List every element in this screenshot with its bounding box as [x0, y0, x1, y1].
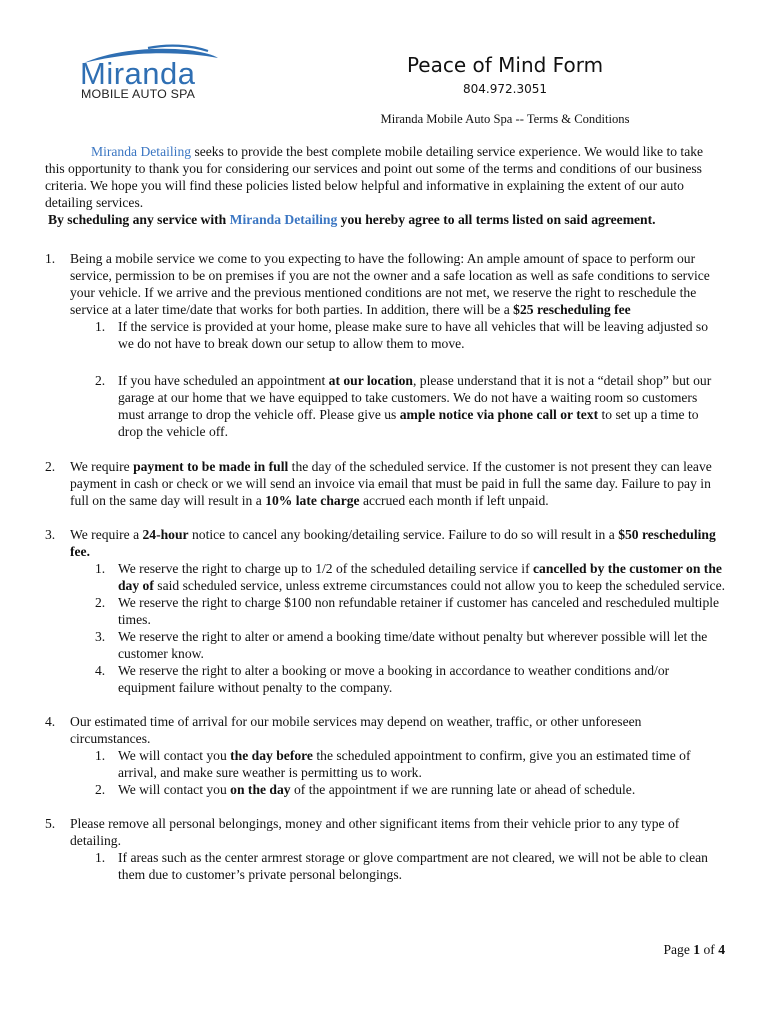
term-bold: $25 rescheduling fee: [513, 302, 631, 317]
subterm-text: If the service is provided at your home, please make sure to have all vehicles that will be leaving adjusted so we do not have to break down our setup to allow them to move.: [118, 319, 709, 351]
subterm-text: We will contact you: [118, 782, 231, 797]
subterm-bold: the day before: [230, 748, 313, 763]
term-text: Being a mobile service we come to you expecting to have the following: An ample amount of space to perform our service, permission to be on premises if you are not the owner and a safe location as well as safe conditions to service your vehicle. If we arrive and the previous mentioned conditions are not met, we reserve the right to reschedule the service at a later time/date that works for both parties. In addition, there will be a: [70, 251, 710, 317]
agreement-text-pre: By scheduling any service with: [48, 212, 230, 227]
term-item: [45, 526, 725, 696]
subterm-bold: on the day: [230, 782, 291, 797]
page-number: [663, 941, 725, 958]
phone-number: 804.972.3051: [463, 82, 547, 96]
page-current: 1: [693, 942, 701, 957]
subterm-number: 1.: [95, 319, 106, 334]
term-text: accrued each month if left unpaid.: [359, 493, 549, 508]
subterm-text: said scheduled service, unless extreme circumstances could not allow you to keep the scheduled service.: [153, 578, 726, 593]
page-total: 4: [718, 942, 725, 957]
term-item: [45, 815, 725, 883]
subterm-item: [70, 747, 725, 781]
brand-name: Miranda Detailing: [91, 144, 192, 159]
subterm-bold: cancelled by the customer on the day of: [118, 561, 722, 593]
form-subtitle: Miranda Mobile Auto Spa -- Terms & Conditions: [380, 112, 630, 126]
subterm-item: [70, 849, 725, 883]
term-item: [45, 458, 725, 509]
subterm-text: We reserve the right to alter or amend a booking time/date without penalty but wherever possible will let the customer know.: [118, 629, 708, 661]
term-text: Please remove all personal belongings, money and other significant items from their vehicle prior to any type of detailing.: [70, 816, 680, 848]
subterm-text: If you have scheduled an appointment: [118, 373, 329, 388]
subterm-number: 2.: [95, 373, 106, 388]
agreement-brand: Miranda Detailing: [229, 212, 338, 227]
term-bold: payment to be made in full: [133, 459, 289, 474]
subterm-text: We reserve the right to charge $100 non refundable retainer if customer has canceled and rescheduled multiple times.: [118, 595, 720, 627]
term-number: 1.: [45, 251, 56, 266]
term-text: notice to cancel any booking/detailing service. Failure to do so will result in a: [188, 527, 619, 542]
term-text: the day of the scheduled service. If the customer is not present they can leave payment in cash or check or we will send an invoice via email that must be paid in full the same day. Failure to pay in full on the same day will result in a: [70, 459, 712, 508]
subterm-text: , please understand that it is not a “detail shop” but our garage at our home that we have equipped to take customers. We do not have a waiting room so customers must arrange to drop the vehicle off. Please give us: [118, 373, 712, 422]
subterm-bold: at our location: [328, 373, 413, 388]
form-title: Peace of Mind Form: [406, 53, 604, 77]
agreement-statement: [48, 211, 725, 228]
term-bold: 10% late charge: [265, 493, 360, 508]
subterm-text: We reserve the right to alter a booking or move a booking in accordance to weather conditions and/or equipment failure without penalty to the company.: [118, 663, 670, 695]
subterm-item: [70, 662, 725, 696]
term-item: [45, 713, 725, 798]
subterm-list: [70, 560, 725, 696]
company-logo: [78, 44, 228, 104]
subterm-number: 3.: [95, 629, 106, 644]
subterm-list: [70, 318, 725, 440]
intro-section: [45, 143, 725, 228]
subterm-item: [70, 781, 725, 798]
agreement-text-post: you hereby agree to all terms listed on said agreement.: [337, 212, 656, 227]
term-bold: $50 rescheduling fee.: [70, 527, 716, 559]
term-item: [45, 250, 725, 440]
subterm-text: to set up a time to drop the vehicle off.: [118, 407, 699, 439]
subterm-bold: ample notice via phone call or text: [399, 407, 599, 422]
subterm-item: [70, 560, 725, 594]
term-text: Our estimated time of arrival for our mobile services may depend on weather, traffic, or other unforeseen circumstances.: [70, 714, 642, 746]
subterm-number: 1.: [95, 748, 106, 763]
subterm-list: [70, 747, 725, 798]
subterm-text: the scheduled appointment to confirm, give you an estimated time of arrival, and make sure weather is permitting us to work.: [118, 748, 691, 780]
logo-wordmark: Miranda: [80, 56, 196, 91]
subterm-list: [70, 849, 725, 883]
term-number: 3.: [45, 527, 56, 542]
subterm-item: [70, 318, 725, 352]
term-bold: 24-hour: [142, 527, 189, 542]
subterm-text: We will contact you: [118, 748, 231, 763]
intro-text: seeks to provide the best complete mobile detailing service experience. We would like to take this opportunity to thank you for considering our services and point out some of the terms and conditions of our business criteria. We hope you will find these policies listed below helpful and informative in explaining the extent of our auto detailing services.: [45, 144, 704, 210]
subterm-item: [70, 594, 725, 628]
intro-paragraph: [45, 143, 725, 211]
subterm-text: of the appointment if we are running late or ahead of schedule.: [290, 782, 636, 797]
term-text: We require a: [70, 527, 143, 542]
subterm-number: 1.: [95, 850, 106, 865]
subterm-item: [70, 628, 725, 662]
subterm-item: [70, 372, 725, 440]
subterm-number: 2.: [95, 595, 106, 610]
page-of: of: [700, 942, 719, 957]
page-label: Page: [663, 942, 694, 957]
subterm-text: We reserve the right to charge up to 1/2 of the scheduled detailing service if: [118, 561, 534, 576]
term-number: 4.: [45, 714, 56, 729]
subterm-text: If areas such as the center armrest storage or glove compartment are not cleared, we will not be able to clean them due to customer’s private personal belongings.: [118, 850, 708, 882]
subterm-number: 2.: [95, 782, 106, 797]
term-text: We require: [70, 459, 134, 474]
subterm-number: 4.: [95, 663, 106, 678]
term-number: 5.: [45, 816, 56, 831]
terms-list: [45, 250, 725, 883]
logo-tagline: MOBILE AUTO SPA: [81, 87, 196, 101]
term-number: 2.: [45, 459, 56, 474]
subterm-number: 1.: [95, 561, 106, 576]
